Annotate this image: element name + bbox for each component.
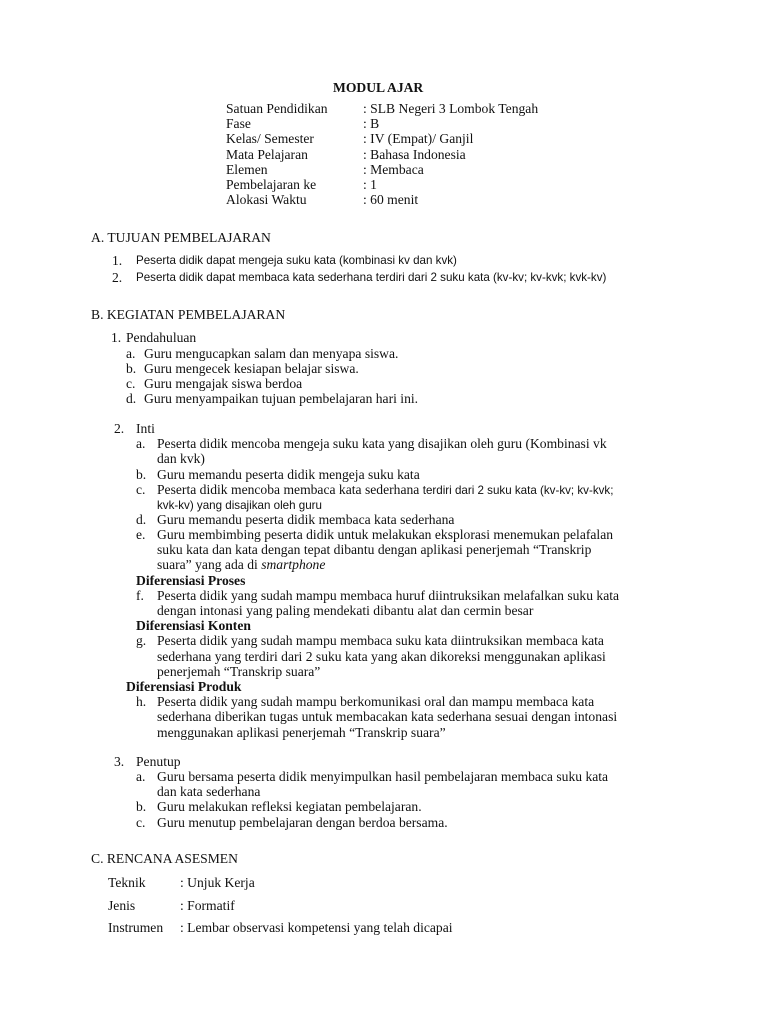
list-letter: b. xyxy=(126,361,137,376)
list-letter: a. xyxy=(136,436,146,451)
list-item-line: Peserta didik yang sudah mampu berkomunikasi oral dan mampu membaca kata xyxy=(157,694,595,709)
list-item-line: dan kvk) xyxy=(157,451,205,466)
list-item-text: terdiri dari 2 suku kata (kv-kv; kv-kvk; xyxy=(422,484,614,497)
info-value: : Bahasa Indonesia xyxy=(363,147,466,162)
subsection-label: Inti xyxy=(136,421,155,436)
list-letter: c. xyxy=(126,376,136,391)
assessment-value: : Lembar observasi kompetensi yang telah dicapai xyxy=(180,920,453,935)
info-value: : IV (Empat)/ Ganjil xyxy=(363,131,474,146)
info-label: Kelas/ Semester xyxy=(226,131,314,146)
differentiation-heading: Diferensiasi Produk xyxy=(126,679,242,694)
list-item-emphasis: smartphone xyxy=(261,557,326,572)
list-item-line: suku kata dan kata dengan tepat dibantu dengan aplikasi penerjemah “Transkrip xyxy=(157,542,592,557)
info-value: : 1 xyxy=(363,177,377,192)
subsection-label: Pendahuluan xyxy=(126,330,197,345)
subsection-label: Penutup xyxy=(136,754,181,769)
list-item-line: Peserta didik mencoba mengeja suku kata yang disajikan oleh guru (Kombinasi vk xyxy=(157,436,607,451)
assessment-label: Jenis xyxy=(108,898,136,913)
assessment-value: : Unjuk Kerja xyxy=(180,875,255,890)
info-value: : B xyxy=(363,116,380,131)
list-item: Guru menyampaikan tujuan pembelajaran hari ini. xyxy=(144,391,419,406)
list-item-line: Guru membimbing peserta didik untuk melakukan eksplorasi menemukan pelafalan xyxy=(157,527,614,542)
list-item-line: sederhana yang terdiri dari 2 suku kata yang akan dikoreksi menggunakan aplikasi xyxy=(157,649,606,664)
info-label: Alokasi Waktu xyxy=(226,192,307,207)
list-item-text: suara” yang ada di xyxy=(157,557,258,572)
info-label: Satuan Pendidikan xyxy=(226,101,328,116)
list-item: Guru mengajak siswa berdoa xyxy=(144,376,303,391)
list-item-line xyxy=(157,482,613,498)
list-number: 3. xyxy=(114,754,125,769)
list-item-line: dan kata sederhana xyxy=(157,784,261,799)
list-item: Guru mengucapkan salam dan menyapa siswa. xyxy=(144,346,399,361)
assessment-label: Teknik xyxy=(108,875,146,890)
list-number: 2. xyxy=(114,421,125,436)
list-letter: c. xyxy=(136,815,146,830)
list-item-line xyxy=(157,557,325,572)
list-letter: c. xyxy=(136,482,146,497)
info-label: Elemen xyxy=(226,162,268,177)
list-letter: g. xyxy=(136,633,147,648)
list-letter: h. xyxy=(136,694,147,709)
list-item: Peserta didik dapat membaca kata sederhana terdiri dari 2 suku kata (kv-kv; kv-kvk; kvk-kv) xyxy=(136,271,607,284)
info-label: Fase xyxy=(226,116,251,131)
list-item: Guru memandu peserta didik mengeja suku kata xyxy=(157,467,420,482)
list-item-line: kvk-kv) yang disajikan oleh guru xyxy=(157,499,322,512)
section-b-heading: B. KEGIATAN PEMBELAJARAN xyxy=(91,307,286,322)
list-letter: b. xyxy=(136,467,147,482)
info-value: : 60 menit xyxy=(363,192,419,207)
list-item-line: sederhana diberikan tugas untuk membacakan kata sederhana sesuai dengan intonasi xyxy=(157,709,618,724)
list-item: Peserta didik dapat mengeja suku kata (kombinasi kv dan kvk) xyxy=(136,254,457,267)
list-letter: d. xyxy=(126,391,137,406)
info-value: : Membaca xyxy=(363,162,424,177)
list-item: Guru menutup pembelajaran dengan berdoa bersama. xyxy=(157,815,448,830)
list-letter: b. xyxy=(136,799,147,814)
document-title: MODUL AJAR xyxy=(333,80,424,95)
list-item-line: penerjemah “Transkrip suara” xyxy=(157,664,321,679)
list-item-text: Peserta didik mencoba membaca kata sederhana xyxy=(157,482,420,497)
list-letter: a. xyxy=(136,769,146,784)
list-letter: e. xyxy=(136,527,146,542)
section-c-heading: C. RENCANA ASESMEN xyxy=(91,851,238,866)
list-number: 1. xyxy=(111,330,122,345)
list-item: Guru mengecek kesiapan belajar siswa. xyxy=(144,361,359,376)
list-item-line: Guru bersama peserta didik menyimpulkan hasil pembelajaran membaca suku kata xyxy=(157,769,609,784)
differentiation-heading: Diferensiasi Proses xyxy=(136,573,246,588)
list-letter: d. xyxy=(136,512,147,527)
differentiation-heading: Diferensiasi Konten xyxy=(136,618,251,633)
list-letter: a. xyxy=(126,346,136,361)
list-letter: f. xyxy=(136,588,144,603)
info-value: : SLB Negeri 3 Lombok Tengah xyxy=(363,101,539,116)
info-label: Mata Pelajaran xyxy=(226,147,308,162)
assessment-value: : Formatif xyxy=(180,898,235,913)
list-item-line: Peserta didik yang sudah mampu membaca suku kata diintruksikan membaca kata xyxy=(157,633,604,648)
list-item-line: dengan intonasi yang paling mendekati dibantu alat dan cermin besar xyxy=(157,603,534,618)
list-number: 2. xyxy=(112,270,123,285)
assessment-label: Instrumen xyxy=(108,920,164,935)
list-item: Guru melakukan refleksi kegiatan pembelajaran. xyxy=(157,799,422,814)
section-a-heading: A. TUJUAN PEMBELAJARAN xyxy=(91,230,271,245)
info-label: Pembelajaran ke xyxy=(226,177,317,192)
list-item-line: menggunakan aplikasi penerjemah “Transkrip suara” xyxy=(157,725,446,740)
list-item-line: Peserta didik yang sudah mampu membaca huruf diintruksikan melafalkan suku kata xyxy=(157,588,620,603)
list-item: Guru memandu peserta didik membaca kata sederhana xyxy=(157,512,455,527)
list-number: 1. xyxy=(112,253,123,268)
